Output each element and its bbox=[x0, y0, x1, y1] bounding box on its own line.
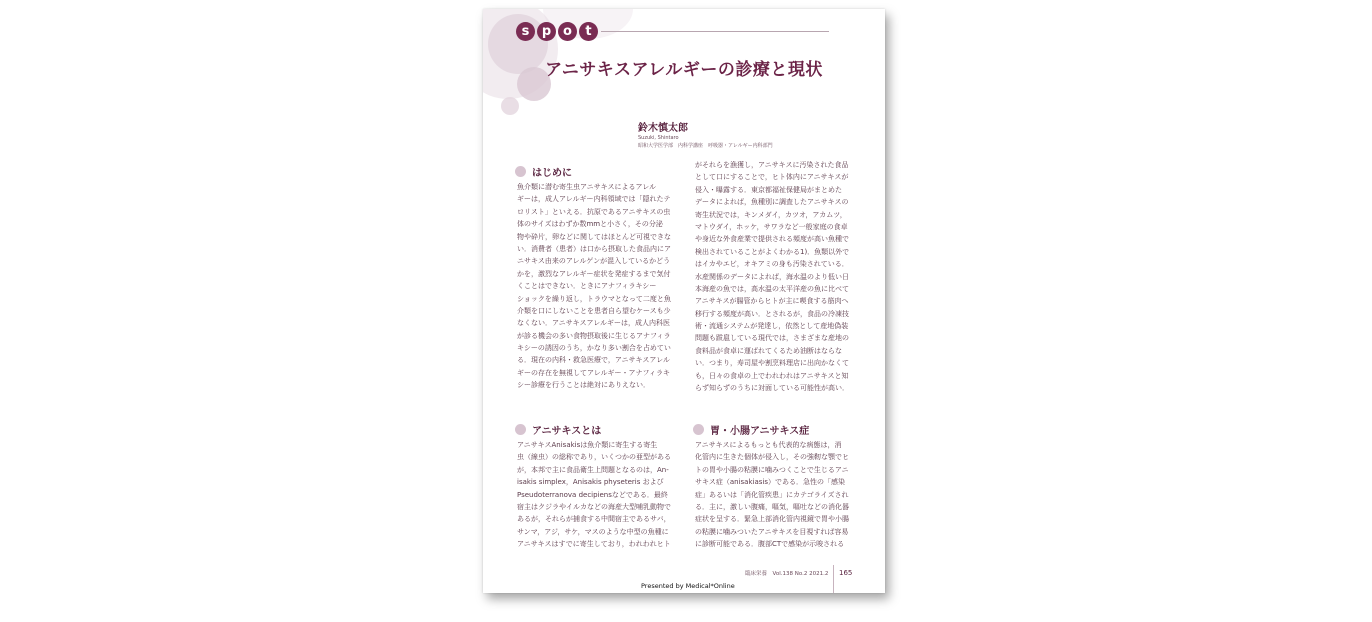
section-heading bbox=[517, 421, 687, 437]
text-line: 本海産の魚では，高水温の太平洋産の魚に比べて bbox=[695, 284, 849, 293]
page-number: 165 bbox=[839, 569, 853, 577]
text-line: くことはできない．ときにアナフィラキシー bbox=[517, 282, 657, 291]
text-line: 検出されていることがよくわかる1)．魚類以外で bbox=[695, 247, 850, 256]
text-line: も，日々の食卓の上でわれわれはアニサキスと知 bbox=[695, 371, 849, 380]
text-line: アニサキスはすでに寄生しており，われわれヒト bbox=[517, 540, 671, 549]
text-line: 水産関係のデータによれば，海水温のより低い日 bbox=[695, 272, 849, 281]
footer-divider bbox=[833, 565, 834, 593]
text-line: 寄生状況では，キンメダイ，カツオ，アカムツ， bbox=[695, 210, 847, 219]
text-line: サキス症（anisakiasis）である．急性の「感染 bbox=[695, 478, 845, 487]
text-line: 問題も跋扈している現代では，さまざまな産地の bbox=[695, 334, 849, 343]
text-line: が，本邦で主に食品衛生上問題となるのは，An- bbox=[517, 465, 669, 474]
text-line: の粘膜に噛みついたアニサキスを目視すれば容易 bbox=[695, 527, 849, 536]
text-line: マトウダイ，ホッケ，サワラなど一般家庭の食卓 bbox=[695, 222, 848, 231]
text-line: isakis simplex，Anisakis physeteris および bbox=[517, 478, 664, 487]
section-title: アニサキスとは bbox=[532, 425, 602, 437]
section-heading bbox=[695, 421, 865, 437]
bullet-dot-icon bbox=[693, 424, 704, 435]
section-body bbox=[695, 159, 865, 394]
section-continued bbox=[695, 157, 865, 394]
text-line: 介類を口にしないことを患者自ら望むケースも少 bbox=[517, 306, 671, 315]
text-line: や身近な外食産業で提供される頻度が高い魚種で bbox=[695, 235, 849, 244]
bullet-dot-icon bbox=[515, 424, 526, 435]
text-line: ショックを繰り返し，トラウマとなって二度と魚 bbox=[517, 294, 671, 303]
text-line: はイカやエビ，オキアミの身も汚染されている． bbox=[695, 260, 849, 269]
text-line: ロリスト」といえる．抗原であるアニサキスの虫 bbox=[517, 207, 671, 216]
text-line: がそれらを漁獲し，アニサキスに汚染された食品 bbox=[695, 161, 849, 169]
text-line: アニサキスAnisakisは魚介類に寄生する寄生 bbox=[517, 441, 658, 449]
text-line: かを，激烈なアレルギー症状を発症するまで気付 bbox=[517, 269, 671, 278]
author-block bbox=[638, 119, 773, 149]
text-line: 移行する頻度が高い．とされるが，食品の冷凍技 bbox=[695, 309, 849, 318]
text-line: ニサキス由来のアレルゲンが混入しているかどう bbox=[517, 257, 671, 266]
text-line: キシーの誘因のうち，かなり多い割合を占めてい bbox=[517, 344, 671, 353]
section-body bbox=[517, 439, 687, 551]
text-line: 食料品が食卓に運ばれてくるため油断はならな bbox=[695, 346, 842, 355]
section-what-is-anisakis bbox=[517, 421, 687, 551]
section-heading bbox=[517, 163, 687, 179]
text-line: が診る機会の多い食物摂取後に生じるアナフィラ bbox=[517, 331, 671, 340]
text-line: 侵入・曝露する．東京都福祉保健局がまとめた bbox=[695, 185, 842, 194]
text-line: サンマ，アジ，サケ，マスのような中型の魚種に bbox=[517, 527, 669, 536]
text-line: アニサキスが腸管からヒトが主に喫食する筋肉へ bbox=[695, 297, 849, 306]
spot-letter: t bbox=[579, 22, 598, 41]
text-line: 化管内に生きた個体が侵入し，その強靭な顎でヒ bbox=[695, 453, 849, 462]
section-title: はじめに bbox=[532, 167, 572, 179]
text-line: 術・流通システムが発達し，依然として産地偽装 bbox=[695, 322, 849, 331]
section-title: 胃・小腸アニサキス症 bbox=[710, 425, 810, 437]
text-line: として口にすることで，ヒト体内にアニサキスが bbox=[695, 173, 849, 182]
text-line: 症状を呈する．緊急上部消化管内視鏡で胃や小腸 bbox=[695, 515, 849, 524]
text-line: ギーは，成人アレルギー内科領域では「隠れたテ bbox=[517, 195, 671, 204]
spot-letter: s bbox=[516, 22, 535, 41]
footer-journal: 臨床栄養 Vol.138 No.2 2021.2 bbox=[745, 571, 829, 577]
section-body bbox=[517, 181, 687, 392]
text-line: らず知らずのうちに対面している可能性が高い． bbox=[695, 384, 849, 393]
text-line: る．主に，激しい腹痛，嘔気，嘔吐などの消化器 bbox=[695, 502, 849, 511]
section-gastric-anisakiasis bbox=[695, 421, 865, 551]
author-roman: Suzuki, Shintaro bbox=[638, 135, 679, 141]
text-line: 体のサイズはわずか数mmと小さく，その分泌 bbox=[517, 220, 663, 229]
author-affiliation: 昭和大学医学部 内科学講座 呼吸器・アレルギー内科部門 bbox=[638, 143, 773, 149]
presented-by: Presented by Medical*Online bbox=[641, 582, 735, 590]
text-line: い．つまり，寿司屋や割烹料理店に出向かなくて bbox=[695, 359, 849, 368]
section-body bbox=[695, 439, 865, 551]
journal-page bbox=[483, 9, 885, 593]
spot-logo bbox=[516, 22, 598, 41]
text-line: る．現在の内科・救急医療で，アニサキスアレル bbox=[517, 356, 670, 365]
header-rule bbox=[601, 31, 829, 32]
spot-letter: p bbox=[537, 22, 556, 41]
article-title: アニサキスアレルギーの診療と現状 bbox=[545, 60, 823, 80]
text-line: 虫（線虫）の総称であり，いくつかの亜型がある bbox=[517, 453, 671, 462]
text-line: シー診療を行うことは絶対にありえない． bbox=[517, 381, 650, 390]
text-line: 物や砕片，卵などに関してはほとんど可視できな bbox=[517, 232, 671, 241]
text-line: に診断可能である．腹部CTで感染が示唆される bbox=[695, 540, 845, 549]
text-line: アニサキスによるもっとも代表的な病態は，消 bbox=[695, 441, 842, 449]
text-line: あるが，それらが捕食する中間宿主であるサバ， bbox=[517, 515, 671, 524]
text-line: データによれば，魚種別に調査したアニサキスの bbox=[695, 198, 849, 207]
decorative-bubble bbox=[501, 97, 519, 115]
text-line: トの胃や小腸の粘膜に噛みつくことで生じるアニ bbox=[695, 465, 849, 474]
section-intro bbox=[517, 163, 687, 392]
text-line: なくない．アニサキスアレルギーは，成人内科医 bbox=[517, 319, 671, 328]
text-line: ギーの存在を無視してアレルギー・アナフィラキ bbox=[517, 368, 670, 377]
bullet-dot-icon bbox=[515, 166, 526, 177]
author-name: 鈴木慎太郎 bbox=[638, 123, 688, 134]
text-line: 宿主はクジラやイルカなどの海産大型哺乳動物で bbox=[517, 502, 671, 511]
text-line: 症」あるいは「消化管疾患」にカテゴライズされ bbox=[695, 490, 849, 499]
text-line: い．消費者（患者）は口から摂取した食品内にア bbox=[517, 244, 671, 253]
spot-letter: o bbox=[558, 22, 577, 41]
text-line: 魚介類に潜む寄生虫アニサキスによるアレル bbox=[517, 183, 657, 191]
text-line: Pseudoterranova decipiensなどである．最終 bbox=[517, 490, 668, 499]
